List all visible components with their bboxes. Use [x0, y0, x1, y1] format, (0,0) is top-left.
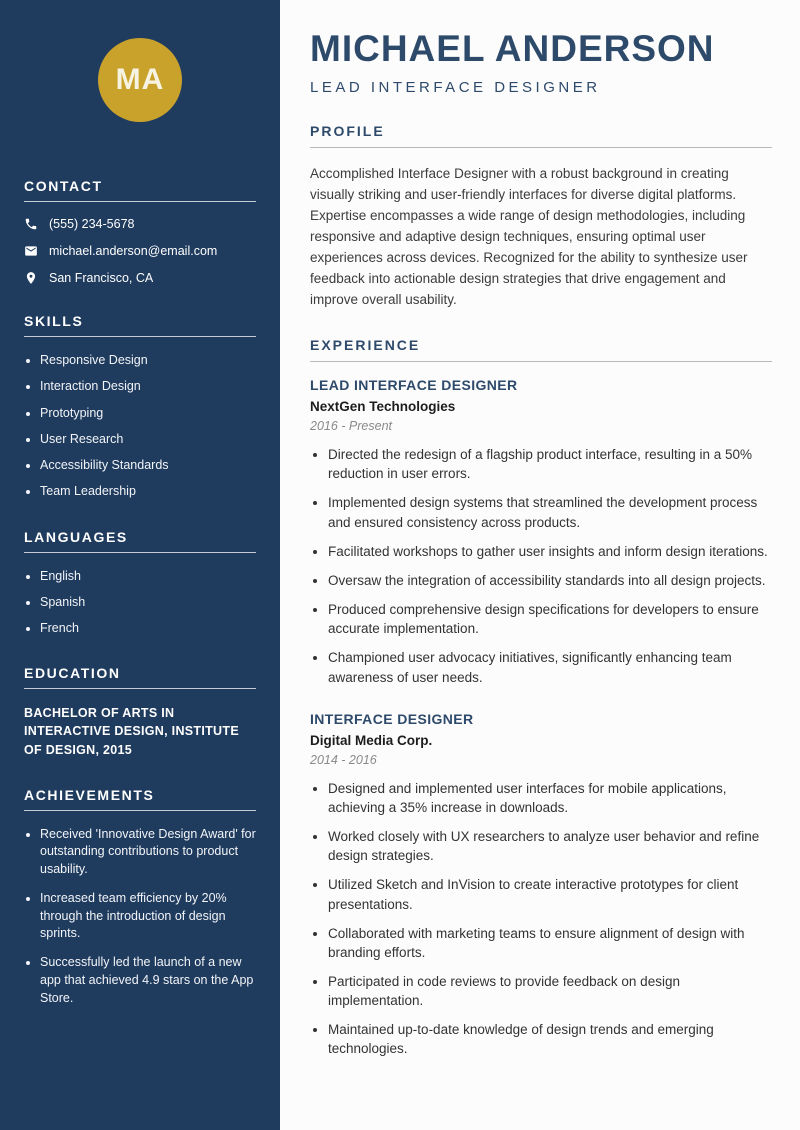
language-item: • French: [40, 620, 256, 637]
education-degree: BACHELOR OF ARTS IN INTERACTIVE DESIGN, INSTITUTE OF DESIGN, 2015: [24, 706, 239, 757]
education-heading: EDUCATION: [24, 665, 121, 682]
profile-section: [310, 123, 772, 310]
job-entry-2: [310, 711, 772, 1059]
experience-section: [310, 337, 772, 1058]
skills-section: [24, 313, 256, 501]
achievements-list: [24, 826, 256, 1008]
contact-row-email: [24, 244, 256, 258]
contact-phone-text: (555) 234-5678: [49, 217, 135, 231]
contact-row-location: [24, 271, 256, 285]
job-bullet: • Utilized Sketch and InVision to create interactive prototypes for client presentations.: [328, 875, 772, 913]
experience-divider: [310, 361, 772, 362]
skill-item: • Prototyping: [40, 405, 256, 422]
job-bullet: • Collaborated with marketing teams to ensure alignment of design with branding efforts.: [328, 924, 772, 962]
language-item: • English: [40, 568, 256, 585]
job-bullet: • Designed and implemented user interfaces for mobile applications, achieving a 35% increase in downloads.: [328, 779, 772, 817]
job-bullet: • Championed user advocacy initiatives, significantly enhancing team awareness of user needs.: [328, 648, 772, 686]
achievements-section: [24, 787, 256, 1008]
languages-heading: LANGUAGES: [24, 528, 128, 545]
location-icon: [24, 271, 38, 285]
job-bullet: • Implemented design systems that streamlined the development process and ensured consistency across products.: [328, 493, 772, 531]
main-content: [280, 0, 800, 1130]
achievements-divider: [24, 810, 256, 811]
contact-divider: [24, 201, 256, 202]
headline-title: LEAD INTERFACE DESIGNER: [310, 78, 601, 96]
phone-icon: [24, 217, 38, 231]
contact-heading: CONTACT: [24, 178, 103, 194]
languages-divider: [24, 552, 256, 553]
education-divider: [24, 688, 256, 689]
job-dates: 2016 - Present: [310, 419, 392, 434]
language-item: • Spanish: [40, 594, 256, 611]
skill-item: • Responsive Design: [40, 352, 256, 369]
skills-divider: [24, 336, 256, 337]
skills-heading: SKILLS: [24, 313, 84, 329]
job-bullet: • Directed the redesign of a flagship product interface, resulting in a 50% reduction in user errors.: [328, 445, 772, 483]
job-company: Digital Media Corp.: [310, 732, 433, 748]
avatar: [98, 38, 182, 122]
experience-heading: EXPERIENCE: [310, 337, 421, 354]
contact-location-text: San Francisco, CA: [49, 271, 154, 285]
education-section: [24, 665, 256, 758]
contact-row-phone: [24, 217, 256, 231]
skill-item: • User Research: [40, 431, 256, 448]
skill-item: • Accessibility Standards: [40, 457, 256, 474]
job-bullets: [310, 779, 772, 1059]
sidebar: [0, 0, 280, 1130]
avatar-initials: MA: [115, 63, 165, 96]
contact-email-text: michael.anderson@email.com: [49, 244, 218, 258]
profile-divider: [310, 147, 772, 148]
name-heading: MICHAEL ANDERSON: [310, 28, 715, 69]
job-bullet: • Worked closely with UX researchers to analyze user behavior and refine design strategies.: [328, 827, 772, 865]
skills-list: [24, 352, 256, 501]
job-bullet: • Participated in code reviews to provide feedback on design implementation.: [328, 972, 772, 1010]
languages-section: [24, 529, 256, 638]
email-icon: [24, 244, 38, 258]
job-bullet: • Oversaw the integration of accessibility standards into all design projects.: [328, 571, 772, 590]
achievement-item: • Received 'Innovative Design Award' for outstanding contributions to product usability.: [40, 826, 256, 879]
job-bullet: • Maintained up-to-date knowledge of design trends and emerging technologies.: [328, 1020, 772, 1058]
job-company: NextGen Technologies: [310, 399, 456, 415]
job-bullet: • Facilitated workshops to gather user insights and inform design iterations.: [328, 542, 772, 561]
job-entry-1: [310, 377, 772, 687]
languages-list: [24, 568, 256, 638]
contact-section: [24, 178, 256, 285]
job-title: LEAD INTERFACE DESIGNER: [310, 377, 518, 394]
profile-text: Accomplished Interface Designer with a robust background in creating visually striking and user-friendly interfaces for diverse digital platforms. Expertise encompasses a wide range of design methodologies, including responsive and adaptive design techniques, ensuring optimal user experiences across devices. Recognized for the ability to synthesize user feedback into actionable design strategies that drive engagement and improve overall usability.: [310, 165, 748, 308]
profile-heading: PROFILE: [310, 122, 385, 139]
job-bullets: [310, 445, 772, 687]
skill-item: • Interaction Design: [40, 378, 256, 395]
achievement-item: • Increased team efficiency by 20% through the introduction of design sprints.: [40, 890, 256, 943]
job-dates: 2014 - 2016: [310, 752, 377, 767]
job-bullet: • Produced comprehensive design specifications for developers to ensure accurate implementation.: [328, 600, 772, 638]
job-title: INTERFACE DESIGNER: [310, 710, 474, 727]
skill-item: • Team Leadership: [40, 483, 256, 500]
achievements-heading: ACHIEVEMENTS: [24, 786, 155, 803]
achievement-item: • Successfully led the launch of a new app that achieved 4.9 stars on the App Store.: [40, 954, 256, 1007]
